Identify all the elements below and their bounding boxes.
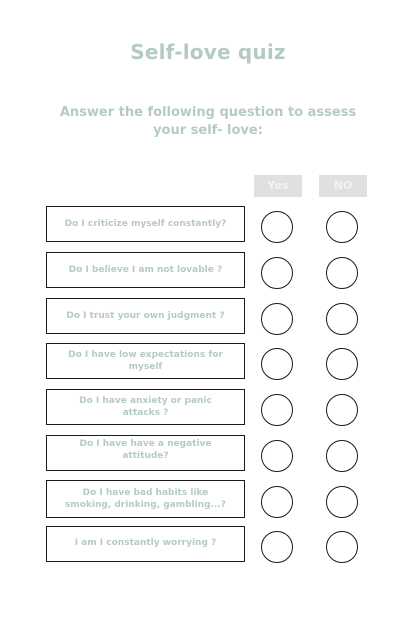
yes-answer-circle[interactable] [261,257,293,289]
no-answer-circle[interactable] [326,394,358,426]
yes-column-header: Yes [254,175,302,197]
question-text: Do I have bad habits like smoking, drinking, gambling...? [64,488,227,510]
yes-answer-circle[interactable] [261,531,293,563]
question-text: Do I have anxiety or panic attacks ? [79,396,212,418]
question-box [46,252,245,288]
question-text: Do I have have a negative attitude? [79,439,212,461]
question-box [46,206,245,242]
question-box [46,526,245,562]
no-answer-circle[interactable] [326,486,358,518]
yes-answer-circle[interactable] [261,211,293,243]
question-text: Do I trust your own judgment ? [66,311,225,321]
no-answer-circle[interactable] [326,440,358,472]
yes-answer-circle[interactable] [261,303,293,335]
question-box [46,389,245,425]
question-box [46,343,245,379]
question-text: Do I have low expectations for myself [68,350,223,372]
yes-answer-circle[interactable] [261,486,293,518]
question-text: Do I believe I am not lovable ? [68,265,223,275]
no-answer-circle[interactable] [326,211,358,243]
question-box [46,298,245,334]
quiz-subtitle: Answer the following question to assess your self- love: [59,105,357,138]
yes-answer-circle[interactable] [261,348,293,380]
no-answer-circle[interactable] [326,348,358,380]
quiz-title: Self-love quiz [130,40,286,64]
question-box [46,435,245,471]
yes-answer-circle[interactable] [261,440,293,472]
question-text: I am I constantly worrying ? [74,538,217,548]
no-column-header: NO [319,175,367,197]
yes-answer-circle[interactable] [261,394,293,426]
question-box [46,480,245,518]
no-answer-circle[interactable] [326,257,358,289]
no-answer-circle[interactable] [326,303,358,335]
question-text: Do I criticize myself constantly? [64,219,227,229]
no-answer-circle[interactable] [326,531,358,563]
